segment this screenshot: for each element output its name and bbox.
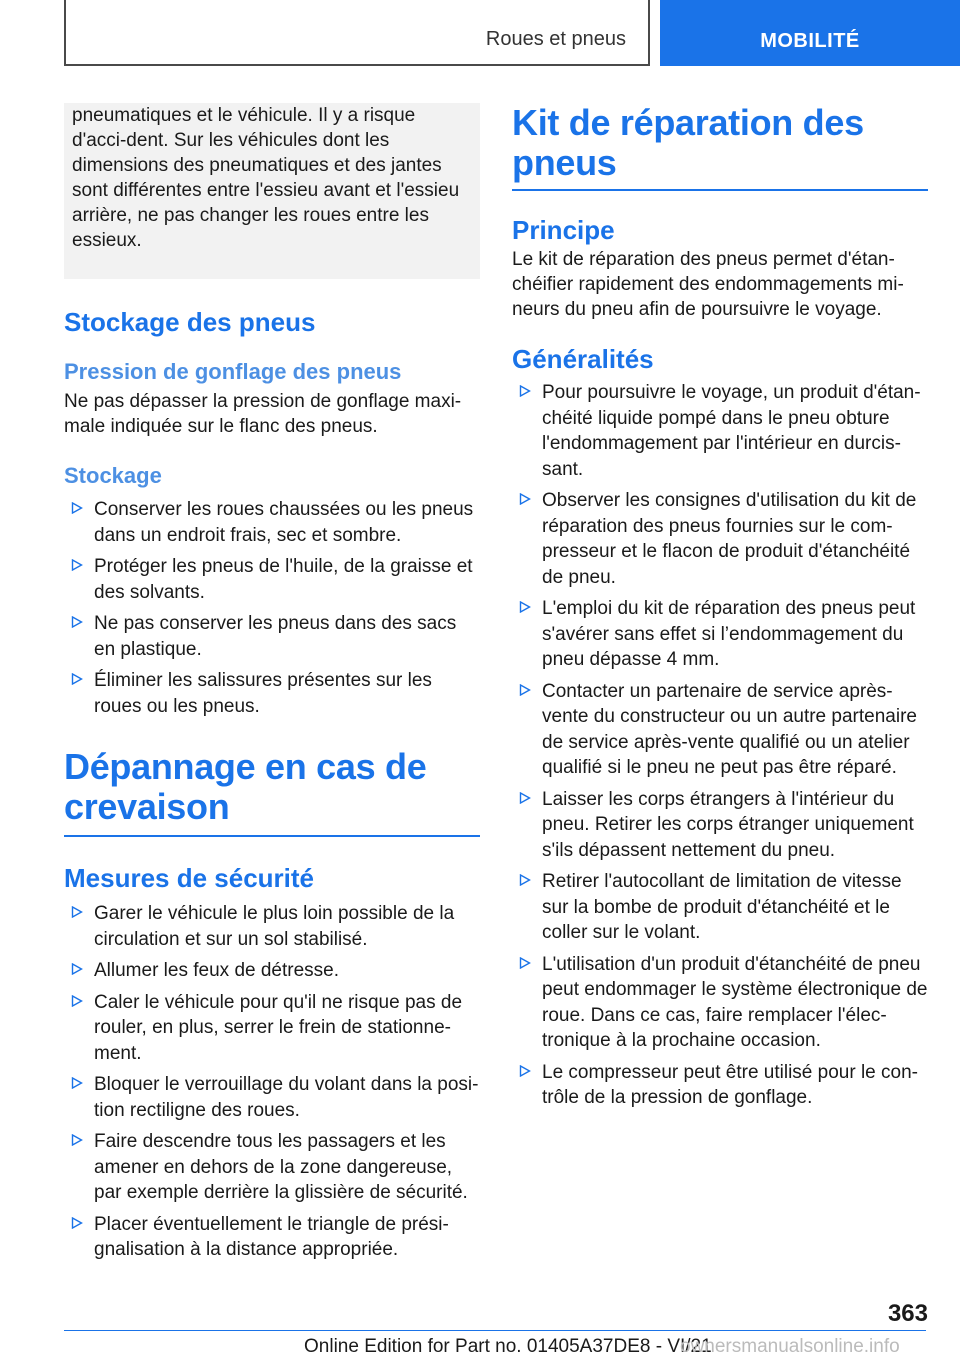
triangle-right-outline-icon [71,995,83,1007]
list-item-text: Protéger les pneus de l'huile, de la graisse et des solvants. [94,556,473,603]
list-item [64,554,480,605]
list-item-text: Le compresseur peut être utilisé pour le con-trôle de la pression de gonflage. [542,1061,918,1108]
triangle-right-outline-icon [519,1065,531,1077]
list-item [64,901,480,952]
list-item-text: Garer le véhicule le plus loin possible de la circulation et sur un sol stabilisé. [94,903,455,950]
list-item [64,611,480,662]
triangle-right-outline-icon [71,673,83,685]
pressure-subsection-title: Pression de gonflage des pneus [64,359,402,384]
list-item-text: L'emploi du kit de réparation des pneus peut s'avérer sans effet si l’endommagement du pneu dépasse 4 mm. [542,598,916,670]
left-column [64,103,480,1269]
footer-edition: Online Edition for Part no. 01405A37DE8 - VI/21 [304,1336,712,1357]
header-section-box [64,0,650,66]
warning-note-text: pneumatiques et le véhicule. Il y a risque d'acci-dent. Sur les véhicules dont les dimensions des pneumatiques et des jantes sont différentes entre l'essieu avant et l'essieu arrière, ne pas changer les roues entre les essieux. [72,105,460,251]
list-item-text: Conserver les roues chaussées ou les pneus dans un endroit frais, sec et sombre. [94,499,474,546]
right-column [512,103,928,1117]
stockage-list [64,497,480,719]
kit-section-title: Kit de réparation des pneus [512,102,864,183]
general-subsection-title: Généralités [512,344,654,374]
triangle-right-outline-icon [71,1217,83,1229]
triangle-right-outline-icon [519,874,531,886]
list-item-text: Contacter un partenaire de service après-vente du constructeur ou un autre partenaire de service après-vente qualifié ou un atelier qualifié si le pneu ne peut pas être réparé. [542,680,917,778]
triangle-right-outline-icon [519,385,531,397]
list-item [512,869,928,946]
list-item [64,668,480,719]
triangle-right-outline-icon [71,502,83,514]
triangle-right-outline-icon [519,684,531,696]
principle-text: Le kit de réparation des pneus permet d'étan-chéifier rapidement des endommagements mi-neurs du pneu afin de poursuivre le voyage. [512,249,904,320]
list-item [512,380,928,482]
list-item-text: Retirer l'autocollant de limitation de vitesse sur la bombe de produit d'étanchéité et le coller sur le volant. [542,871,902,943]
list-item-text: Bloquer le verrouillage du volant dans la posi-tion rectiligne des roues. [94,1074,479,1121]
list-item [64,990,480,1067]
list-item-text: Faire descendre tous les passagers et les amener en dehors de la zone dangereuse, par exemple derrière la glissière de sécurité. [94,1131,468,1203]
triangle-right-outline-icon [71,963,83,975]
header-chapter-tab[interactable] [660,0,960,66]
triangle-right-outline-icon [519,957,531,969]
triangle-right-outline-icon [519,601,531,613]
breakdown-section-title: Dépannage en cas de crevaison [64,746,427,827]
pressure-text: Ne pas dépasser la pression de gonflage maxi-male indiquée sur le flanc des pneus. [64,391,462,437]
header-section-title: Roues et pneus [485,28,626,50]
triangle-right-outline-icon [71,1134,83,1146]
list-item-text: Laisser les corps étrangers à l'intérieur du pneu. Retirer les corps étranger uniquement s'ils dépassent nettement du pneu. [542,788,914,861]
breakdown-section-header [64,747,480,837]
list-item-text: L'utilisation d'un produit d'étanchéité de pneu peut endommager le système électronique de roue. Dans ce cas, faire remplacer l'élec-tronique à la prochaine occasion. [542,953,928,1051]
list-item [512,952,928,1054]
list-item [64,1072,480,1123]
safety-list [64,901,480,1263]
stockage-subsection-title: Stockage [64,463,162,488]
page-number: 363 [887,1300,928,1327]
list-item [512,787,928,864]
footer-watermark: ownersmanualsonline.info [680,1336,900,1357]
triangle-right-outline-icon [519,493,531,505]
warning-note [64,103,480,279]
list-item [512,1060,928,1111]
list-item [512,679,928,781]
list-item-text: Caler le véhicule pour qu'il ne risque pas de rouler, en plus, serrer le frein de stationne-ment. [94,991,463,1064]
list-item-text: Pour poursuivre le voyage, un produit d'étan-chéité liquide pompé dans le pneu obture l'endommagement par l'intérieur en durcis-sant. [542,382,921,480]
kit-section-header [512,103,928,191]
list-item-text: Observer les consignes d'utilisation du kit de réparation des pneus fournies sur le com-presseur et le flacon de produit d'étanchéité de pneu. [542,490,917,588]
triangle-right-outline-icon [519,792,531,804]
list-item-text: Placer éventuellement le triangle de prési-gnalisation à la distance appropriée. [94,1213,449,1260]
list-item-text: Ne pas conserver les pneus dans des sacs en plastique. [94,613,457,660]
general-list [512,380,928,1111]
list-item [64,1129,480,1206]
list-item-text: Éliminer les salissures présentes sur les roues ou les pneus. [94,670,432,717]
list-item [64,1212,480,1263]
list-item-text: Allumer les feux de détresse. [94,960,340,981]
storage-section-title: Stockage des pneus [64,307,316,337]
footer-rule [64,1330,926,1331]
triangle-right-outline-icon [71,616,83,628]
principle-subsection-title: Principe [512,215,615,245]
list-item [64,497,480,548]
list-item [512,488,928,590]
safety-subsection-title: Mesures de sécurité [64,863,315,893]
triangle-right-outline-icon [71,559,83,571]
triangle-right-outline-icon [71,906,83,918]
triangle-right-outline-icon [71,1077,83,1089]
list-item [64,958,480,984]
header-chapter-label: MOBILITÉ [760,30,860,52]
list-item [512,596,928,673]
